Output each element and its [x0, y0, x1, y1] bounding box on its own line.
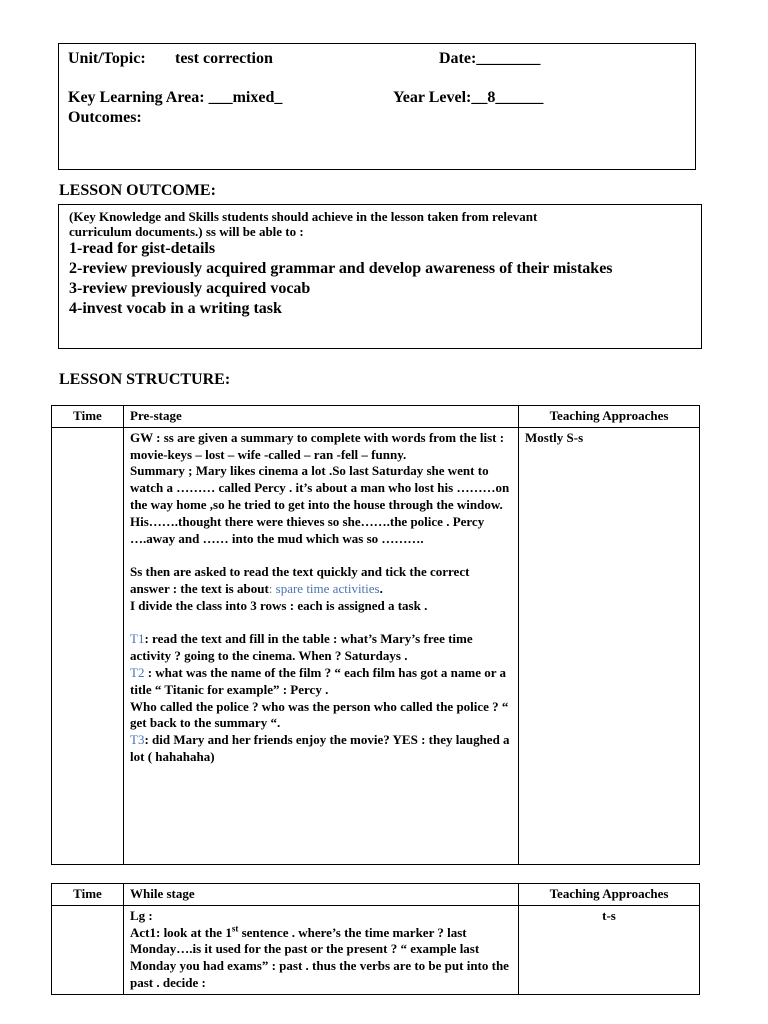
task-1	[130, 631, 512, 665]
outcome-item: 4-invest vocab in a writing task	[69, 300, 282, 317]
ordinal-superscript: st	[231, 923, 239, 934]
teaching-approaches-header: Teaching Approaches	[519, 406, 700, 428]
task-2-text: : what was the name of the film ? “ each film has got a name or a title “ Titanic for example” : Percy .	[130, 664, 507, 697]
table-row	[52, 905, 700, 994]
lesson-structure-title: LESSON STRUCTURE:	[59, 371, 231, 388]
outcome-intro-line-2: curriculum documents.) ss will be able to :	[69, 224, 304, 239]
date-field: Date:________	[439, 50, 541, 67]
activity-1-text: Act1: look at the 1	[130, 924, 232, 940]
lesson-header-box	[58, 43, 696, 170]
activity-1-text-cont: sentence . where’s the time marker ? last Monday….is it used for the past or the present ? “ example last Monday you had exams” : past . thus the verbs are to be put into the past . decide :	[130, 924, 509, 990]
task-1-text: : read the text and fill in the table : what’s Mary’s free time activity ? going to the cinema. When ? Saturdays .	[130, 631, 473, 664]
outcome-item: 1-read for gist-details	[69, 240, 216, 257]
gist-task-text: Ss then are asked to read the text quickly and tick the correct answer : the text is about	[130, 564, 470, 596]
key-learning-area-field: Key Learning Area: ___mixed_	[68, 89, 283, 106]
time-header: Time	[52, 406, 124, 428]
while-stage-cell	[124, 905, 519, 994]
task-3-text: : did Mary and her friends enjoy the movie? YES : they laughed a lot ( hahahaha)	[130, 732, 510, 764]
approach-cell: t-s	[519, 905, 700, 994]
outcome-item: 3-review previously acquired vocab	[69, 280, 311, 297]
gist-period: .	[379, 580, 383, 596]
outcome-intro-line-1: (Key Knowledge and Skills students should achieve in the lesson taken from relevant	[69, 209, 538, 224]
while-stage-header: While stage	[124, 884, 519, 906]
table-row	[52, 427, 700, 864]
time-header: Time	[52, 884, 124, 906]
gw-line: GW : ss are given a summary to complete with words from the list : movie-keys – lost – wife -called – ran -fell – funny.	[130, 429, 505, 462]
unit-topic-label: Unit/Topic:	[68, 50, 146, 67]
task-2	[130, 665, 512, 699]
pre-stage-header: Pre-stage	[124, 406, 519, 428]
class-division-line: I divide the class into 3 rows : each is assigned a task .	[130, 597, 428, 613]
approach-cell: Mostly S-s	[519, 427, 700, 864]
gist-answer: : spare time activities	[268, 580, 380, 596]
gist-task-line	[130, 564, 512, 598]
task-3	[130, 732, 512, 766]
summary-continued-line: His…….thought there were thieves so she…….the police . Percy ….away and …… into the mud which was so ……….	[130, 513, 485, 546]
police-question-line: Who called the police ? who was the person who called the police ? “ get back to the summary “.	[130, 698, 509, 731]
task-3-label: T3	[130, 732, 145, 748]
while-stage-table	[51, 883, 700, 995]
pre-stage-table	[51, 405, 700, 865]
table-header-row	[52, 884, 700, 906]
teaching-approaches-header: Teaching Approaches	[519, 884, 700, 906]
lesson-outcome-box	[58, 204, 702, 349]
outcomes-label: Outcomes:	[68, 109, 142, 126]
pre-stage-cell	[124, 427, 519, 864]
task-1-label: T1	[130, 631, 145, 647]
task-2-label: T2	[130, 664, 145, 680]
outcome-item: 2-review previously acquired grammar and develop awareness of their mistakes	[69, 260, 613, 277]
unit-topic-value: test correction	[175, 50, 273, 67]
lg-line: Lg :	[130, 907, 153, 923]
summary-line: Summary ; Mary likes cinema a lot .So last Saturday she went to watch a ……… called Percy . it’s about a man who lost his ………on the way home ,so he tried to get into the house through the window.	[130, 463, 510, 512]
activity-1	[130, 925, 512, 992]
year-level-field: Year Level:__8______	[393, 89, 544, 106]
table-header-row	[52, 406, 700, 428]
time-cell	[52, 427, 124, 864]
lesson-outcome-title: LESSON OUTCOME:	[59, 182, 216, 199]
time-cell	[52, 905, 124, 994]
